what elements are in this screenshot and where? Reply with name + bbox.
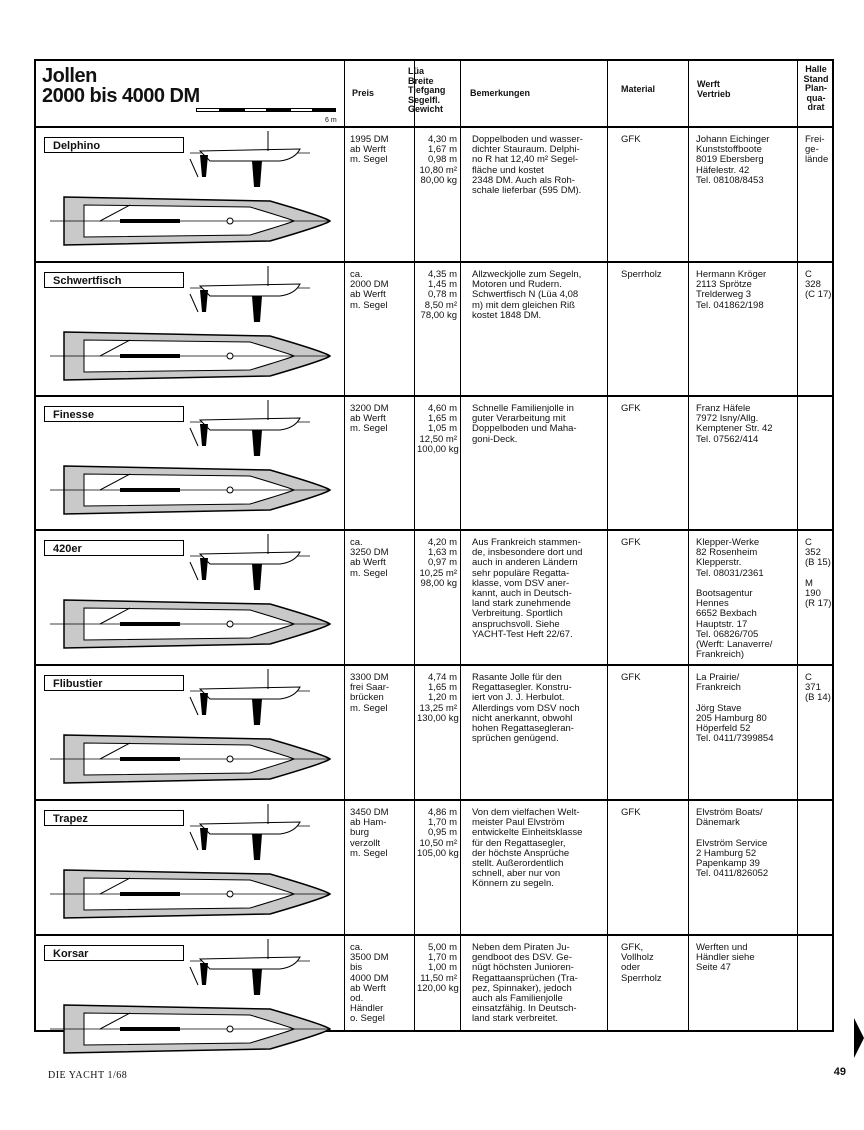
material-cell: Sperrholz xyxy=(621,269,662,280)
shipyard-cell: Werften und Händler siehe Seite 47 xyxy=(696,942,755,974)
price-cell: 3300 DM frei Saar- brücken m. Segel xyxy=(350,672,390,714)
price-cell: ca. 3500 DM bis 4000 DM ab Werft od. Händler o. Segel xyxy=(350,942,389,1025)
header-bemerkungen: Bemerkungen xyxy=(470,88,531,98)
header-material: Material xyxy=(621,84,656,94)
shipyard-cell: Hermann Kröger 2113 Sprötze Trelderweg 3 Tel. 041862/198 xyxy=(696,269,767,311)
header-preis: Preis xyxy=(352,88,375,98)
shipyard-cell: Elvström Boats/ Dänemark Elvström Service 2 Hamburg 52 Papenkamp 39 Tel. 0411/826052 xyxy=(696,807,769,880)
dimensions-cell: 4,86 m 1,70 m 0,95 m 10,50 m² 105,00 kg xyxy=(417,807,459,859)
page-edge-marker xyxy=(854,1018,864,1058)
header-halle: Halle Stand Plan- qua- drat xyxy=(803,64,829,112)
remarks-cell: Neben dem Piraten Ju- gendboot des DSV. Ge- nügt höchsten Junioren- Regattaansprüchen (Tra- pez, Spinnaker), jedoch auch als Familienjolle einsatzfähig. In Deutsch- land stark verbreitet. xyxy=(472,942,578,1025)
hall-stand-cell: Frei- ge- lände xyxy=(805,134,829,166)
price-cell: 1995 DM ab Werft m. Segel xyxy=(350,134,389,166)
boat-drawing xyxy=(40,937,340,1067)
magazine-footer: DIE YACHT 1/68 xyxy=(48,1070,128,1081)
remarks-cell: Rasante Jolle für den Regattasegler. Konstru- iert von J. J. Herbulot. Allerdings vom DSV noch nicht anerkannt, obwohl hohen Regattaseglеran- sprüchen genügend. xyxy=(472,672,580,745)
remarks-cell: Aus Frankreich stammen- de, insbesondere dort und auch in anderen Ländern sehr populäre Regatta- klasse, vom DSV aner- kannt, auch in Deutsch- land stark zunehmende Verbreitung. Sportlich anspruchsvoll. Siehe YACHT-Test Heft 22/67. xyxy=(472,537,583,640)
boat-drawing xyxy=(40,667,340,797)
material-cell: GFK xyxy=(621,403,641,414)
remarks-cell: Doppelboden und wasser- dichter Stauraum. Delphi- no R hat 12,40 m² Segel- fläche und kostet 2348 DM. Auch als Roh- schale lieferbar (595 DM). xyxy=(472,134,583,197)
header-werft: Werft Vertrieb xyxy=(697,79,731,99)
remarks-cell: Von dem vielfachen Welt- meister Paul Elvström entwickelte Einheitsklasse für den Regattasegler, der höchste Ansprüche stellt. Außerordentlich schnell, aber nur von Könnern zu segeln. xyxy=(472,807,583,890)
material-cell: GFK xyxy=(621,134,641,145)
boat-name: Delphino xyxy=(44,137,184,153)
boat-name: Trapez xyxy=(44,810,184,826)
shipyard-cell: La Prairie/ Frankreich Jörg Stave 205 Hamburg 80 Höperfeld 52 Tel. 0411/7399854 xyxy=(696,672,774,745)
boat-row xyxy=(36,935,832,1069)
scale-label: 6 m xyxy=(325,117,337,124)
hall-stand-cell: C 371 (B 14) xyxy=(805,672,831,704)
shipyard-cell: Franz Häfele 7972 Isny/Allg. Kemptener Str. 42 Tel. 07562/414 xyxy=(696,403,773,445)
material-cell: GFK xyxy=(621,672,641,683)
boat-row xyxy=(36,262,832,396)
shipyard-cell: Klepper-Werke 82 Rosenheim Klepperstr. Tel. 08031/2361 Bootsagentur Hennes 6652 Bexbach Hauptstr. 17 Tel. 06826/705 (Werft: Lanaverre/ Frankreich) xyxy=(696,537,773,661)
dimensions-cell: 4,20 m 1,63 m 0,97 m 10,25 m² 98,00 kg xyxy=(419,537,457,589)
price-cell: ca. 2000 DM ab Werft m. Segel xyxy=(350,269,389,311)
hall-stand-cell: C 328 (C 17) xyxy=(805,269,832,301)
dimensions-cell: 4,60 m 1,65 m 1,05 m 12,50 m² 100,00 kg xyxy=(417,403,459,455)
boat-name: Flibustier xyxy=(44,675,184,691)
boat-name: 420er xyxy=(44,540,184,556)
price-cell: 3450 DM ab Ham- burg verzollt m. Segel xyxy=(350,807,389,859)
boat-drawing xyxy=(40,532,340,662)
boat-name: Finesse xyxy=(44,406,184,422)
boat-row xyxy=(36,665,832,799)
boat-name: Schwertfisch xyxy=(44,272,184,288)
boat-drawing xyxy=(40,802,340,932)
material-cell: GFK xyxy=(621,537,641,548)
dimensions-cell: 4,35 m 1,45 m 0,78 m 8,50 m² 78,00 kg xyxy=(420,269,457,321)
hall-stand-cell: C 352 (B 15) M 190 (R 17) xyxy=(805,537,832,610)
shipyard-cell: Johann Eichinger Kunststoffboote 8019 Ebersberg Häfelestr. 42 Tel. 08108/8453 xyxy=(696,134,770,186)
boat-row xyxy=(36,530,832,664)
boat-row xyxy=(36,800,832,934)
page-subtitle: 2000 bis 4000 DM xyxy=(42,85,200,107)
price-cell: ca. 3250 DM ab Werft m. Segel xyxy=(350,537,389,579)
boat-drawing xyxy=(40,398,340,528)
boat-drawing xyxy=(40,129,340,259)
dimensions-cell: 4,74 m 1,65 m 1,20 m 13,25 m² 130,00 kg xyxy=(417,672,459,724)
header-masse: Lüa Breite Tiefgang Segelfl. Gewicht xyxy=(408,66,446,114)
boat-row xyxy=(36,127,832,261)
material-cell: GFK, Vollholz oder Sperrholz xyxy=(621,942,662,984)
boat-row xyxy=(36,396,832,530)
boat-name: Korsar xyxy=(44,945,184,961)
dimensions-cell: 4,30 m 1,67 m 0,98 m 10,80 m² 80,00 kg xyxy=(419,134,457,186)
remarks-cell: Allzweckjolle zum Segeln, Motoren und Rudern. Schwertfisch N (Lüa 4,08 m) mit dem gleichen Riß kostet 1848 DM. xyxy=(472,269,582,321)
dimensions-cell: 5,00 m 1,70 m 1,00 m 11,50 m² 120,00 kg xyxy=(417,942,459,994)
remarks-cell: Schnelle Familienjolle in guter Verarbeitung mit Doppelboden und Maha- goni-Deck. xyxy=(472,403,577,445)
scale-bar xyxy=(196,108,336,114)
boat-drawing xyxy=(40,264,340,394)
material-cell: GFK xyxy=(621,807,641,818)
page-number: 49 xyxy=(833,1066,846,1078)
page-title: Jollen xyxy=(42,65,97,87)
boat-table xyxy=(34,59,834,1032)
price-cell: 3200 DM ab Werft m. Segel xyxy=(350,403,389,435)
